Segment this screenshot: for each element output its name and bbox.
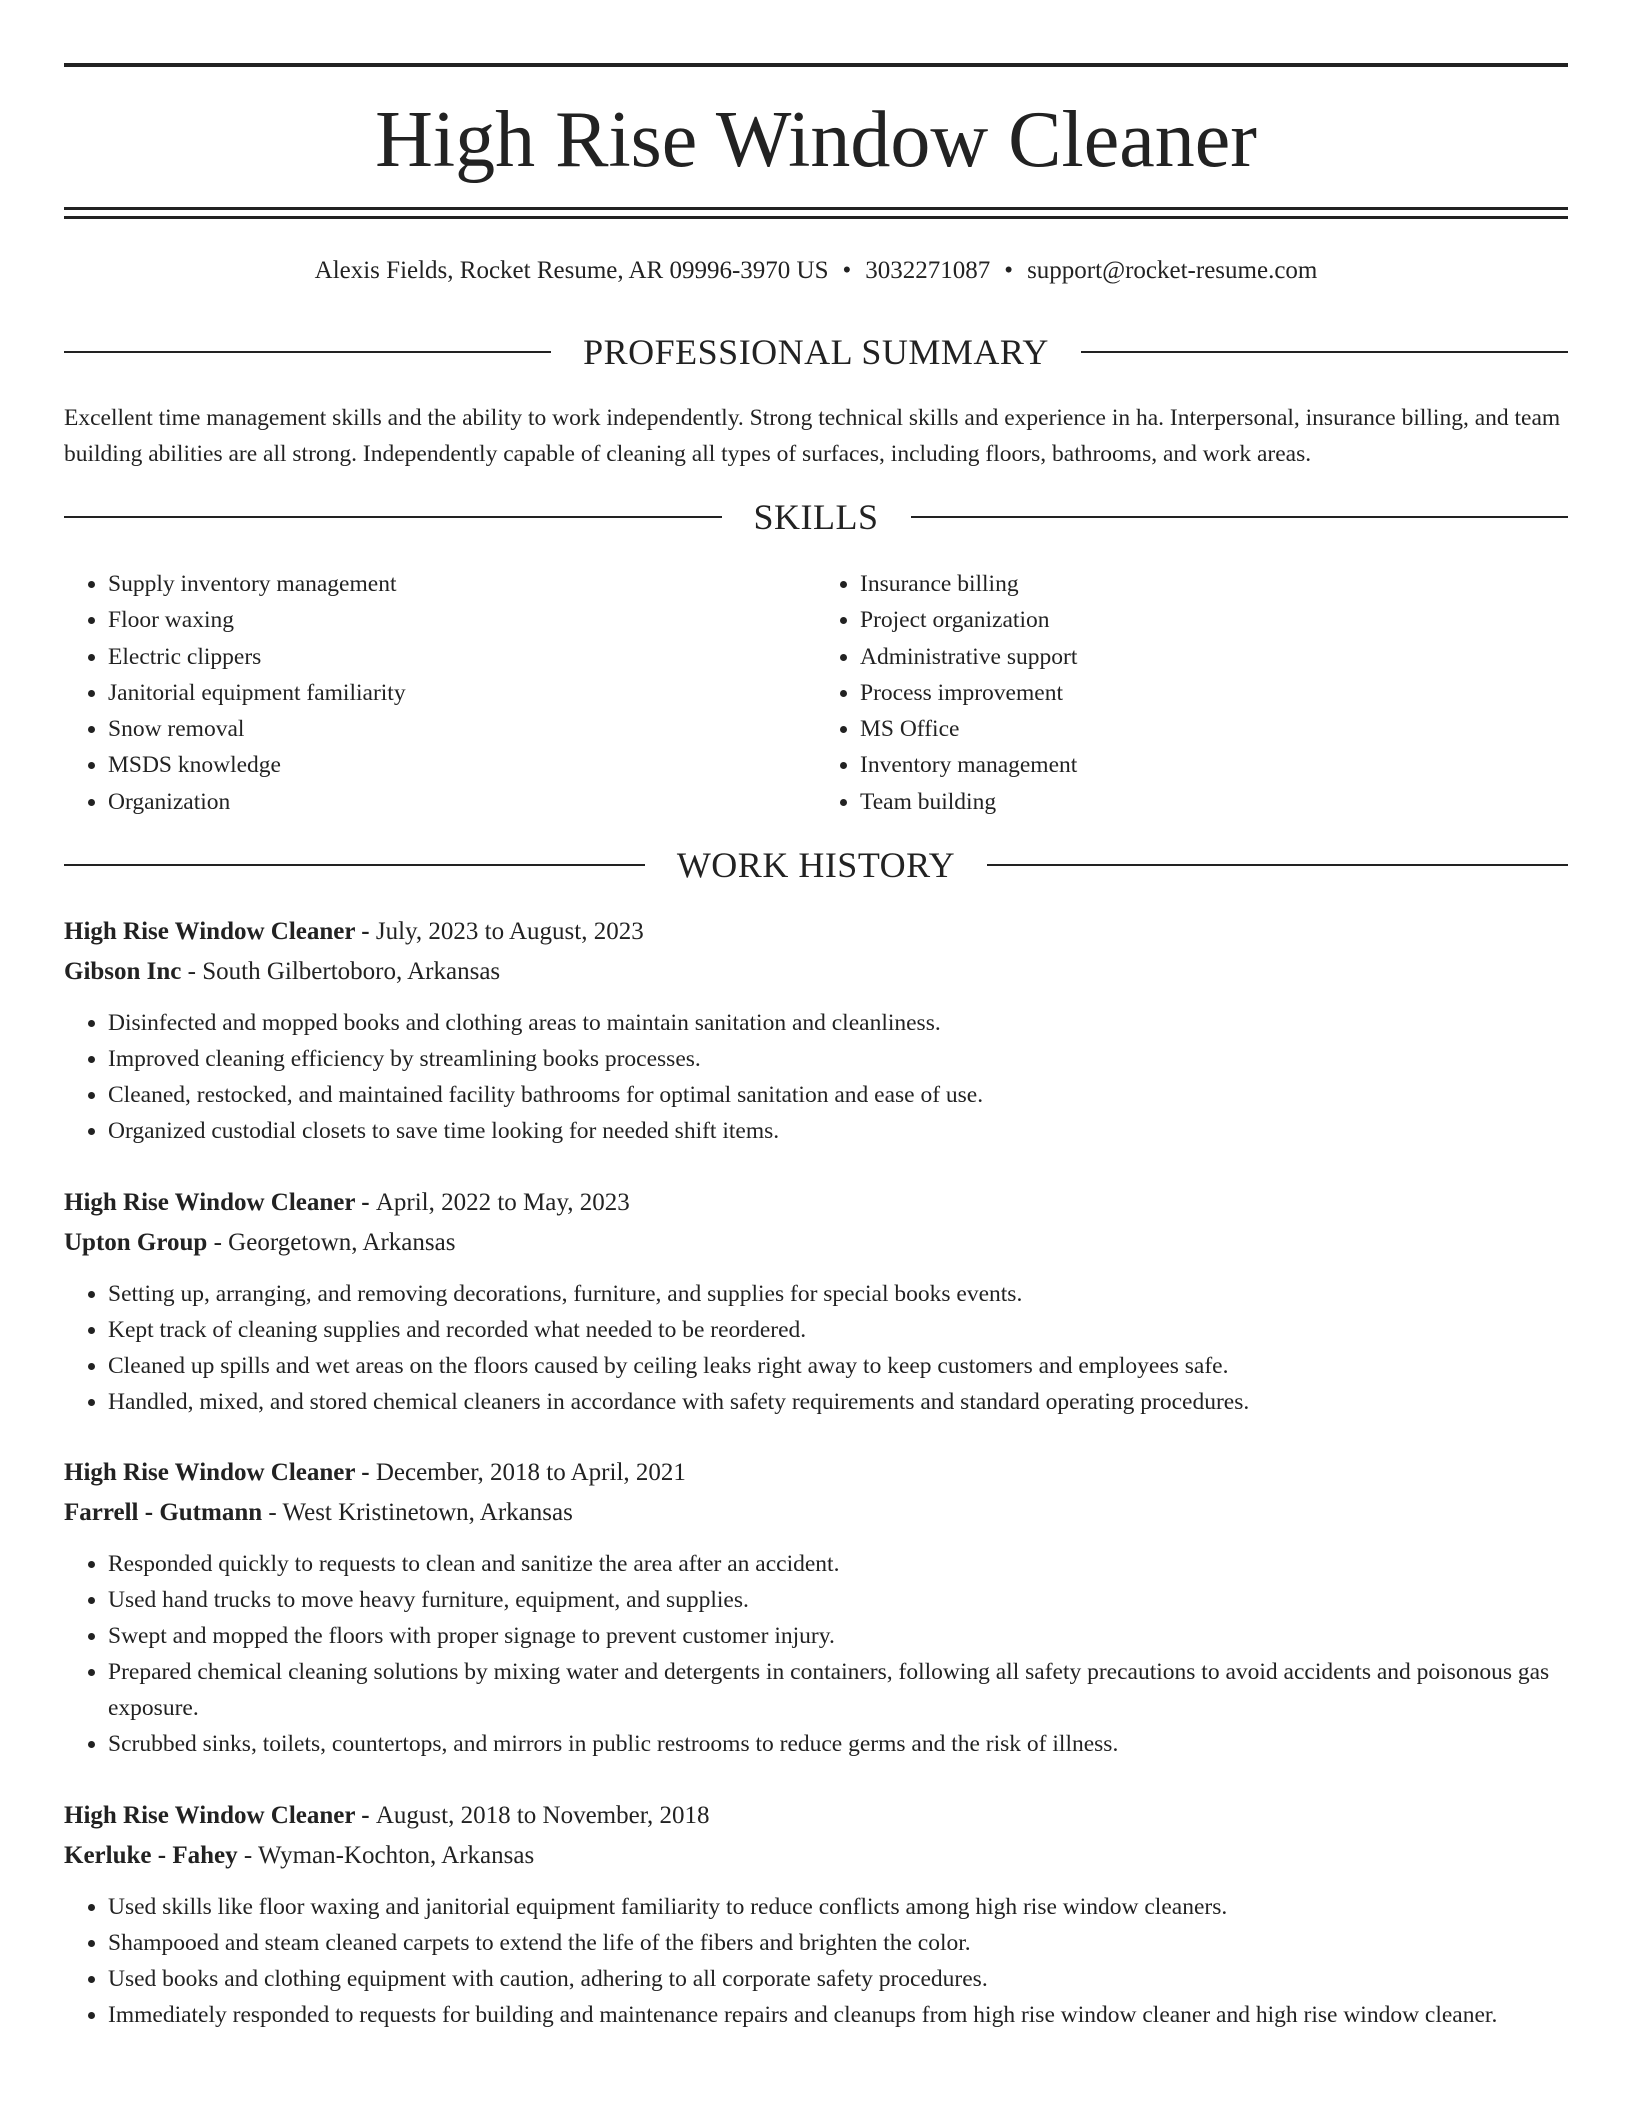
list-item: • Used skills like floor waxing and janitorial equipment familiarity to reduce conflicts among high rise window cleaners. [108,1889,1568,1925]
job-location: Wyman-Kochton, Arkansas [257,1842,535,1869]
skill-item: • Project organization [860,602,1568,638]
job-dates: April, 2022 to May, 2023 [375,1189,630,1216]
list-item: • Handled, mixed, and stored chemical cleaners in accordance with safety requirements and standard operating procedures. [108,1384,1568,1420]
list-item: • Swept and mopped the floors with proper signage to prevent customer injury. [108,1618,1568,1654]
section-rule [64,351,551,353]
job-bullets [64,1005,1568,1149]
job-title-row: High Rise Window Cleaner - August, 2018 to November, 2018 [64,1802,710,1829]
contact-email: support@rocket-resume.com [1027,257,1318,284]
job-entry [64,1796,1568,2033]
skill-item: • Team building [860,784,1568,820]
skill-item: • Organization [108,784,816,820]
job-company-row: Farrell - Gutmann - West Kristinetown, Arkansas [64,1499,573,1526]
summary-text: Excellent time management skills and the ability to work independently. Strong technical skills and experience in ha. Interpersonal, insurance billing, and team building abilities are all strong. Independently capable of cleaning all types of surfaces, including floors, bathrooms, and work areas. [64,405,1561,467]
contact-line [64,254,1568,288]
list-item: • Improved cleaning efficiency by streamlining books processes. [108,1041,1568,1077]
job-bullets [64,1889,1568,2033]
job-company-row: Gibson Inc - South Gilbertoboro, Arkansas [64,958,501,985]
list-item: • Used books and clothing equipment with caution, adhering to all corporate safety procedures. [108,1961,1568,1997]
job-title-row: High Rise Window Cleaner - July, 2023 to August, 2023 [64,918,644,945]
skills-column-right [816,566,1568,820]
job-location: Georgetown, Arkansas [228,1229,456,1256]
list-item: • Cleaned, restocked, and maintained facility bathrooms for optimal sanitation and ease of use. [108,1077,1568,1113]
skill-item: • Administrative support [860,639,1568,675]
list-item: • Shampooed and steam cleaned carpets to extend the life of the fibers and brighten the color. [108,1925,1568,1961]
skills-column-left [64,566,816,820]
job-company-row: Upton Group - Georgetown, Arkansas [64,1229,456,1256]
skill-item: • Floor waxing [108,602,816,638]
contact-phone: 3032271087 [865,257,991,284]
summary-section-header [64,330,1568,374]
list-item: • Prepared chemical cleaning solutions by mixing water and detergents in containers, following all safety precautions to avoid accidents and poisonous gas exposure. [108,1654,1568,1726]
section-rule [911,516,1569,518]
list-item: • Kept track of cleaning supplies and recorded what needed to be reordered. [108,1312,1568,1348]
job-company: Kerluke - Fahey [64,1842,238,1869]
job-bullets [64,1546,1568,1762]
job-company: Upton Group [64,1229,208,1256]
job-entry [64,1183,1568,1420]
skill-item: • Inventory management [860,747,1568,783]
list-item: • Setting up, arranging, and removing decorations, furniture, and supplies for special books events. [108,1276,1568,1312]
skill-item: • Snow removal [108,711,816,747]
job-location: South Gilbertoboro, Arkansas [202,958,501,985]
work-section-header [64,843,1568,887]
job-location: West Kristinetown, Arkansas [282,1499,573,1526]
skill-item: • Janitorial equipment familiarity [108,675,816,711]
job-dates: July, 2023 to August, 2023 [375,918,644,945]
section-rule [987,864,1568,866]
top-rule [64,63,1568,67]
section-rule [64,864,645,866]
list-item: • Responded quickly to requests to clean and sanitize the area after an accident. [108,1546,1568,1582]
job-title-row: High Rise Window Cleaner - April, 2022 to May, 2023 [64,1189,630,1216]
contact-address: Alexis Fields, Rocket Resume, AR 09996-3970 US [314,257,829,284]
skill-item: • Supply inventory management [108,566,816,602]
job-company: Gibson Inc [64,958,182,985]
page-title: High Rise Window Cleaner [375,96,1257,184]
section-rule [1081,351,1568,353]
skill-item: • Process improvement [860,675,1568,711]
list-item: • Cleaned up spills and wet areas on the floors caused by ceiling leaks right away to keep customers and employees safe. [108,1348,1568,1384]
job-company: Farrell - Gutmann [64,1499,263,1526]
job-entry [64,912,1568,1149]
work-heading: WORK HISTORY [676,845,956,885]
skills-section-header [64,495,1568,539]
skills-heading: SKILLS [753,497,879,537]
skill-item: • MSDS knowledge [108,747,816,783]
job-title: High Rise Window Cleaner [64,918,356,945]
job-company-row: Kerluke - Fahey - Wyman-Kochton, Arkansas [64,1842,535,1869]
job-dates: December, 2018 to April, 2021 [375,1459,686,1486]
skill-item: • Insurance billing [860,566,1568,602]
job-entry [64,1453,1568,1762]
skills-list [64,566,1568,820]
job-title: High Rise Window Cleaner [64,1189,356,1216]
list-item: • Organized custodial closets to save time looking for needed shift items. [108,1113,1568,1149]
list-item: • Scrubbed sinks, toilets, countertops, and mirrors in public restrooms to reduce germs and the risk of illness. [108,1726,1568,1762]
job-title-row: High Rise Window Cleaner - December, 2018 to April, 2021 [64,1459,686,1486]
list-item: • Used hand trucks to move heavy furniture, equipment, and supplies. [108,1582,1568,1618]
skill-item: • Electric clippers [108,639,816,675]
summary-heading: PROFESSIONAL SUMMARY [583,332,1049,372]
list-item: • Immediately responded to requests for building and maintenance repairs and cleanups from high rise window cleaner and high rise window cleaner. [108,1997,1568,2033]
list-item: • Disinfected and mopped books and clothing areas to maintain sanitation and cleanliness. [108,1005,1568,1041]
contact-separator: • [1004,257,1014,284]
job-dates: August, 2018 to November, 2018 [375,1802,710,1829]
job-bullets [64,1276,1568,1420]
job-title: High Rise Window Cleaner [64,1459,356,1486]
section-rule [64,516,722,518]
contact-separator: • [842,257,852,284]
title-double-rule [64,207,1568,219]
job-title: High Rise Window Cleaner [64,1802,356,1829]
skill-item: • MS Office [860,711,1568,747]
